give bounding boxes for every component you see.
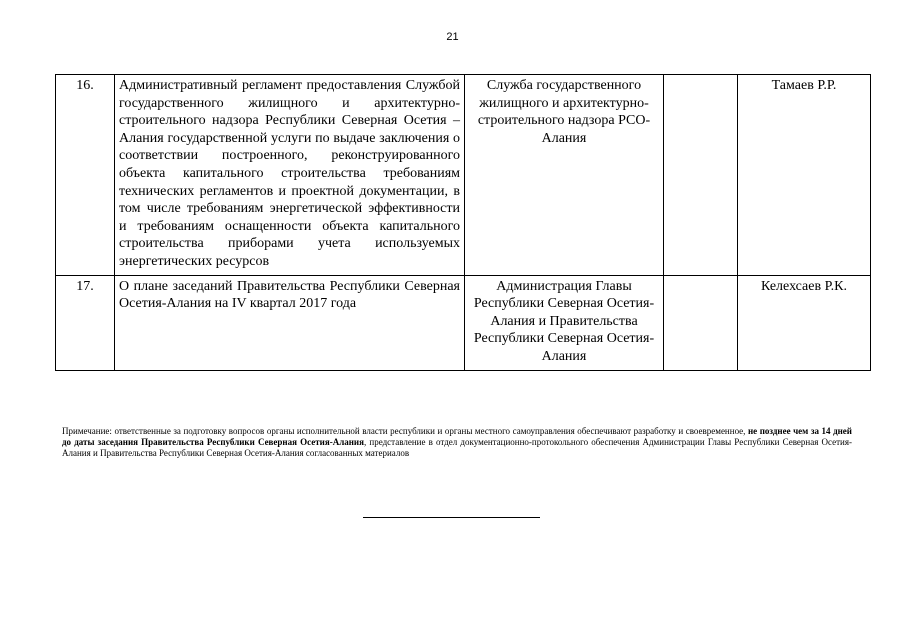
plan-table (55, 74, 871, 371)
divider-line (363, 517, 540, 518)
row-number: 16. (56, 75, 115, 276)
responsible-organization: Администрация Главы Республики Северная Осетия-Алания и Правительства Республики Северная Осетия-Алания (465, 275, 664, 370)
page-number: 21 (446, 31, 459, 43)
responsible-organization: Служба государственного жилищного и архитектурно-строительного надзора РСО-Алания (465, 75, 664, 276)
footnote (62, 426, 852, 459)
footnote-deadline: не позднее чем за 14 дней до даты заседания Правительства Республики Северная Осетия-Алания (62, 426, 852, 447)
date-cell (664, 275, 738, 370)
responsible-person: Келехсаев Р.К. (738, 275, 871, 370)
table-row (56, 75, 871, 276)
date-cell (664, 75, 738, 276)
agenda-item-title: Административный регламент предоставления Службой государственного жилищного и архитектурно-строительного надзора Республики Северная Осетия – Алания государственной услуги по выдаче заключения о соответствии построенного, реконструированного объекта капитального строительства требованиям технических регламентов и проектной документации, в том числе требованиям энергетической эффективности и требованиям оснащенности объекта капитального строительства приборами учета используемых энергетических ресурсов (115, 75, 465, 276)
agenda-item-title: О плане заседаний Правительства Республики Северная Осетия-Алания на IV квартал 2017 года (115, 275, 465, 370)
footnote-text: Примечание: ответственные за подготовку вопросов органы исполнительной власти республики и органы местного самоуправления обеспечивают разработку и своевременное, (62, 426, 748, 436)
row-number: 17. (56, 275, 115, 370)
responsible-person: Тамаев Р.Р. (738, 75, 871, 276)
footnote-text-end: , представление в отдел документационно-протокольного обеспечения Администрации Главы Республики Северная Осетия-Алания и Правительства Республики Северная Осетия-Алания согласованных материалов (62, 437, 852, 458)
table-row (56, 275, 871, 370)
